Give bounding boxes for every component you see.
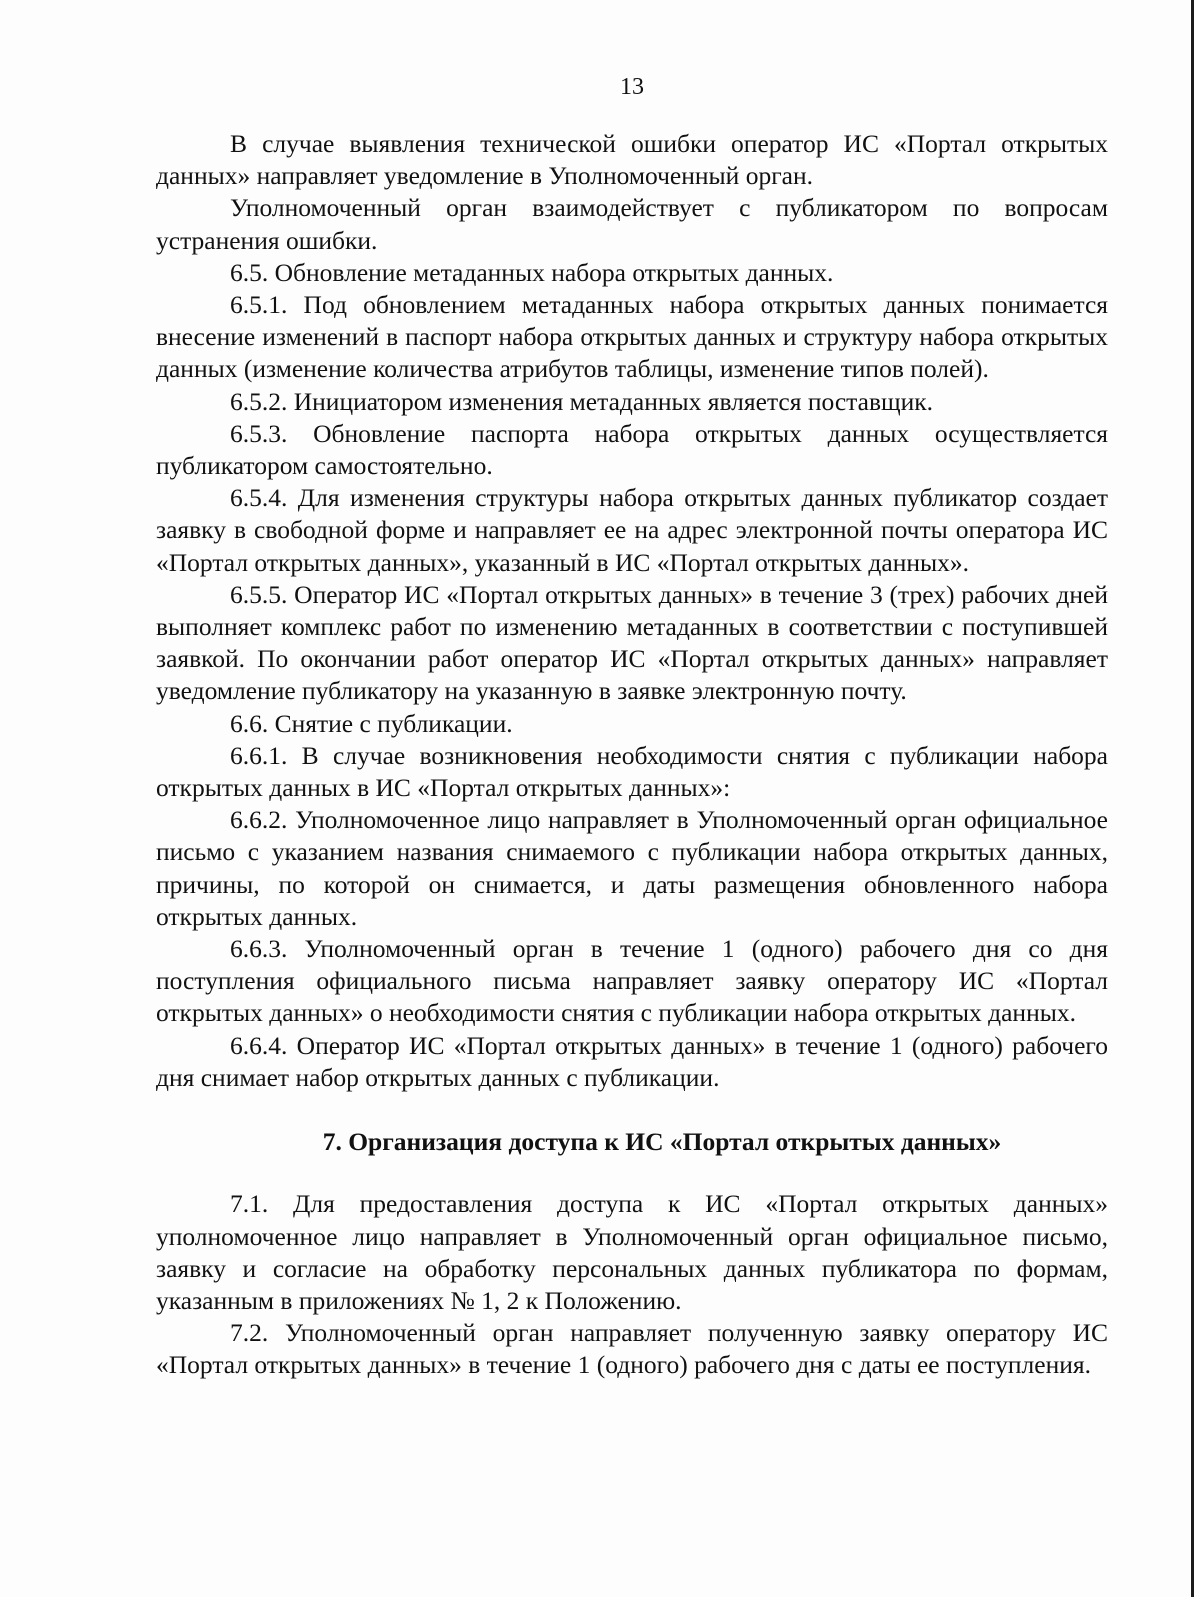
paragraph: 6.6.1. В случае возникновения необходимости снятия с публикации набора открытых данных в ИС «Портал открытых данных»: [156,740,1108,803]
paragraph: В случае выявления технической ошибки оператор ИС «Портал открытых данных» направляет уведомление в Уполномоченный орган. [156,129,1108,191]
paragraph: 6.6.2. Уполномоченное лицо направляет в Уполномоченный орган официальное письмо с указанием названия снимаемого с публикации набора открытых данных, причины, по которой он снимается, и даты размещения обновленного набора открытых данных. [156,805,1108,931]
document-body [156,128,1108,1382]
paragraph: 6.5.5. Оператор ИС «Портал открытых данных» в течение 3 (трех) рабочих дней выполняет комплекс работ по изменению метаданных в соответствии с поступившей заявкой. По окончании работ оператор ИС «Портал открытых данных» направляет уведомление публикатору на указанную в заявке электронную почту. [156,579,1108,706]
paragraph: 7.1. Для предоставления доступа к ИС «Портал открытых данных» уполномоченное лицо направляет в Уполномоченный орган официальное письмо, заявку и согласие на обработку персональных данных публикатора по формам, указанным в приложениях № 1, 2 к Положению. [156,1189,1108,1315]
paragraph: 6.6.4. Оператор ИС «Портал открытых данных» в течение 1 (одного) рабочего дня снимает набор открытых данных с публикации. [156,1030,1108,1092]
paragraph: 6.5.3. Обновление паспорта набора открытых данных осуществляется публикатором самостоятельно. [156,418,1108,481]
paragraph: 6.5.1. Под обновлением метаданных набора открытых данных понимается внесение изменений в паспорт набора открытых данных и структуру набора открытых данных (изменение количества атрибутов таблицы, изменение типов полей). [156,290,1108,384]
paragraph: 6.5. Обновление метаданных набора открытых данных. [230,257,834,287]
page-edge-shadow [1191,0,1194,1597]
paragraph: 6.6.3. Уполномоченный орган в течение 1 (одного) рабочего дня со дня поступления официального письма направляет заявку оператору ИС «Портал открытых данных» о необходимости снятия с публикации набора открытых данных. [156,934,1108,1028]
paragraph: 6.5.2. Инициатором изменения метаданных является поставщик. [230,386,934,416]
section-heading: 7. Организация доступа к ИС «Портал открытых данных» [322,1127,1002,1157]
paragraph: 7.2. Уполномоченный орган направляет полученную заявку оператору ИС «Портал открытых данных» в течение 1 (одного) рабочего дня с даты ее поступления. [156,1318,1108,1380]
paragraph: 6.5.4. Для изменения структуры набора открытых данных публикатор создает заявку в свободной форме и направляет ее на адрес электронной почты оператора ИС «Портал открытых данных», указанный в ИС «Портал открытых данных». [156,483,1108,577]
paragraph: Уполномоченный орган взаимодействует с публикатором по вопросам устранения ошибки. [156,193,1108,255]
page-number: 13 [620,74,644,100]
paragraph: 6.6. Снятие с публикации. [230,708,513,738]
